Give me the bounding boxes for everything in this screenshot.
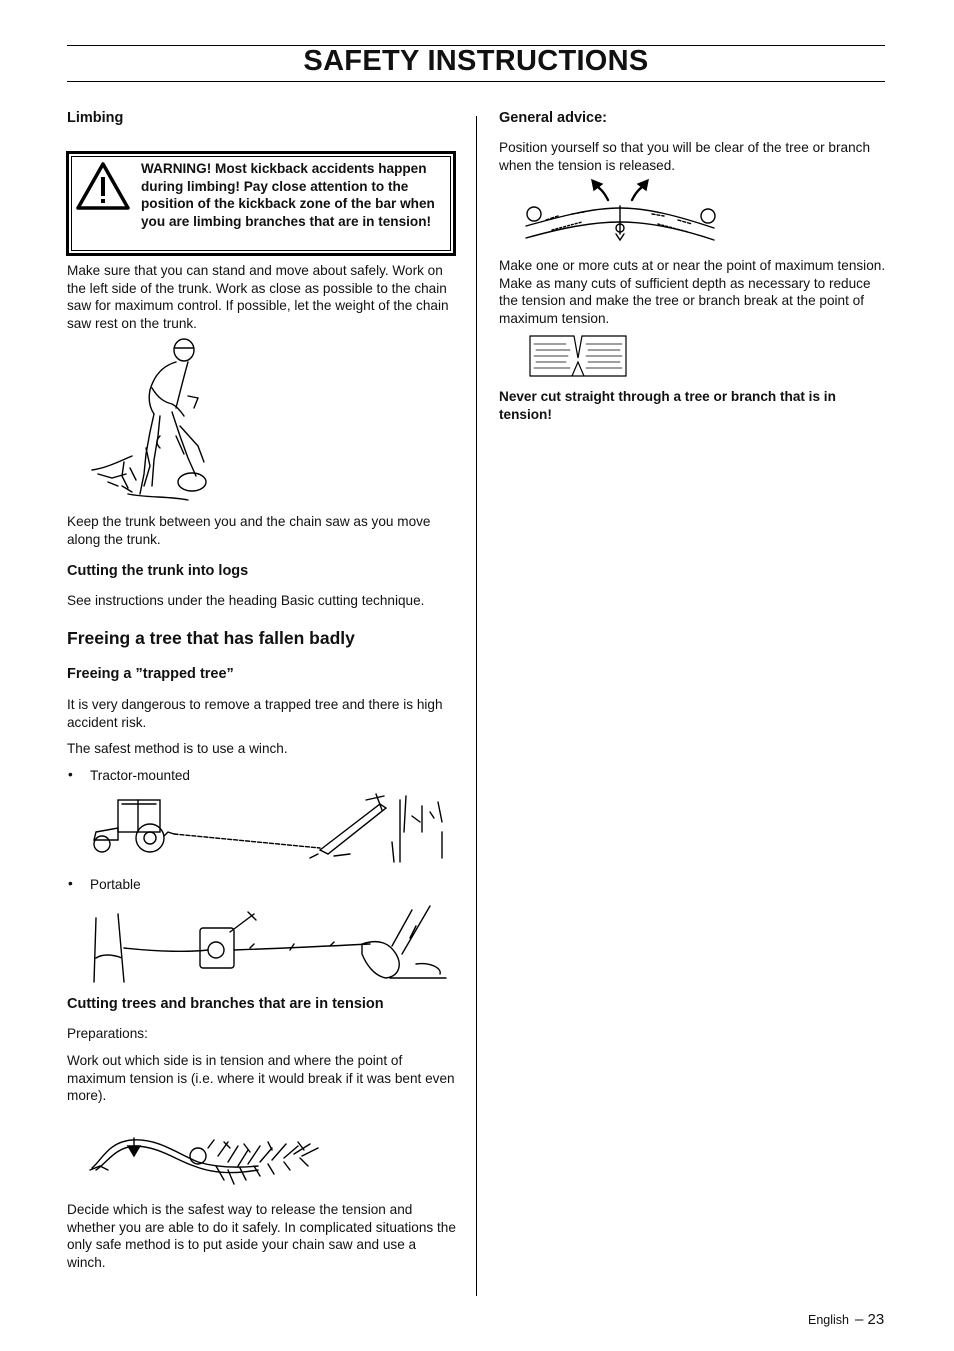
tension-heading: Cutting trees and branches that are in tension [67,996,384,1012]
limbing-heading: Limbing [67,110,124,126]
limbing-worker-illustration [88,336,218,504]
general-advice-heading: General advice: [499,110,607,126]
cutting-logs-paragraph: See instructions under the heading Basic cutting technique. [67,593,425,608]
log-cut-illustration [526,332,630,380]
cuts-paragraph: Make one or more cuts at or near the point of maximum tension. Make as many cuts of sufficient depth as necessary to reduce the tension and make the tree or branch break at the point of maximum tension. [499,258,886,326]
bullet-dot: • [68,767,73,782]
limbing-paragraph: Make sure that you can stand and move about safely. Work on the left side of the trunk. Work as close as possible to the chain saw for maximum control. If possible, let the weight of the chain saw rest on the trunk. [67,263,449,331]
work-out-paragraph: Work out which side is in tension and where the point of maximum tension is (i.e. where it would break if it was bent even more). [67,1053,455,1103]
warning-triangle-icon [75,160,131,212]
warning-box [66,151,456,256]
page-title: SAFETY INSTRUCTIONS [303,45,649,77]
keep-trunk-paragraph: Keep the trunk between you and the chain saw as you move along the trunk. [67,514,431,547]
column-divider [476,116,477,1296]
position-paragraph: Position yourself so that you will be clear of the tree or branch when the tension is released. [499,140,871,173]
cutting-logs-heading: Cutting the trunk into logs [67,563,249,579]
portable-winch-illustration [90,898,450,984]
never-cut-warning: Never cut straight through a tree or branch that is in tension! [499,389,836,422]
trapped-tree-heading: Freeing a ”trapped tree” [67,666,234,682]
bullet-dot: • [68,876,73,891]
bullet-tractor-mounted: Tractor-mounted [90,768,190,783]
footer-language: English [808,1313,849,1327]
tension-release-illustration [522,178,720,250]
decide-paragraph: Decide which is the safest way to release the tension and whether you are able to do it safely. In complicated situations the only safe method is to put aside your chain saw and use a winch. [67,1202,456,1270]
bullet-portable: Portable [90,877,141,892]
bent-tree-illustration [88,1136,330,1192]
footer-page-number: – 23 [855,1311,885,1328]
winch-paragraph: The safest method is to use a winch. [67,741,288,756]
trapped-tree-paragraph: It is very dangerous to remove a trapped tree and there is high accident risk. [67,697,443,730]
warning-text: WARNING! Most kickback accidents happen during limbing! Pay close attention to the position of the kickback zone of the bar when you are limbing branches that are in tension! [141,161,435,229]
freeing-heading: Freeing a tree that has fallen badly [67,628,355,648]
preparations-label: Preparations: [67,1026,148,1041]
header-bottom-rule [67,81,885,82]
tractor-winch-illustration [90,792,450,864]
